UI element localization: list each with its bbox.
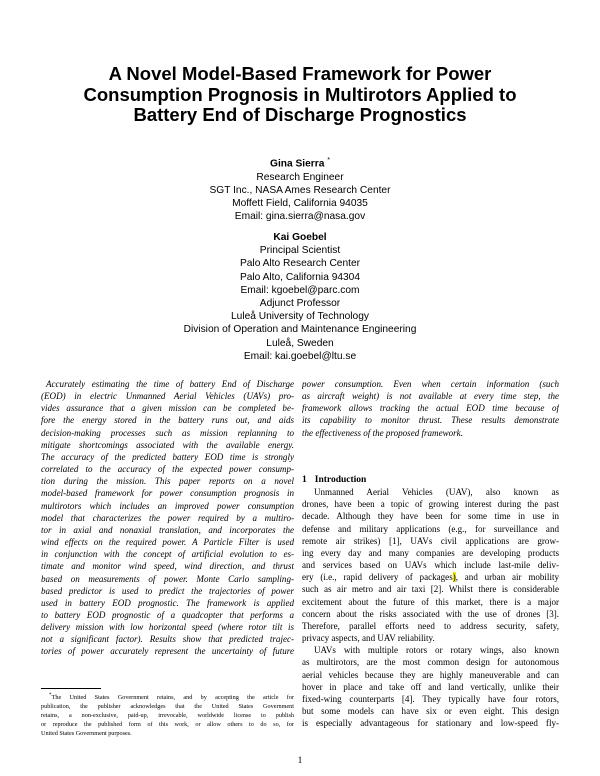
abstract-line: used in battery EOD prognostic. The framework is applied [41,597,294,608]
abstract-line: mitigate shortcomings associated with the available energy. [41,439,294,450]
author-block-sierra [60,154,540,223]
highlight-mark: ) [452,572,456,583]
paragraph-line: Unmanned Aerial Vehicles (UAV), also known as [314,487,559,498]
abstract-line: to battery EOD prognostic of a quadcopter that performs a [41,609,294,620]
abstract-line: the effectiveness of the proposed framework. [302,427,463,438]
section-title: Introduction [314,475,367,485]
abstract-line: multirotors which includes an improved power consumption [41,500,294,511]
footnote-line: *The United States Government retains, and by accepting the article for [49,692,294,702]
paragraph-line: UAVs with multiple rotors or rotary wings, also known [314,645,559,656]
abstract-line: tor in axial and nonaxial translation, and incorporates the [41,524,294,535]
abstract-line: correlated to the accuracy of the expected power consump- [41,464,294,475]
abstract-line: decision-making processes such as mission replanning to [41,427,294,438]
abstract-line: (EOD) in electric Unmanned Aerial Vehicles (UAVs) pro- [41,391,294,402]
introduction-column [302,474,559,729]
author-affiliation-line: Palo Alto Research Center [239,258,361,270]
paper-title [40,64,560,126]
abstract-line: model-based framework for power consumption prognosis in [41,488,294,499]
author-email: Email: kai.goebel@ltu.se [243,350,357,362]
footnote-marker: * [49,692,52,698]
paragraph-line: aerial vehicles because they are highly maneuverable and can [302,669,559,680]
paragraph-line: such as air metro and air taxi [2]. Whilst there is considerable [302,584,559,595]
paragraph-line: excitement about the future of this market, there is a major [302,596,559,607]
abstract-line: Accurately estimating the time of battery End of Discharge [46,379,294,389]
title-line: A Novel Model-Based Framework for Power [108,63,492,84]
abstract-line: fore the energy stored in the battery runs out, and aids [41,415,294,426]
paragraph-line: fixed-wing counterparts [4]. They typically have four rotors, [302,693,559,704]
author-email: Email: kgoebel@parc.com [240,284,360,296]
author-affiliation-line: Principal Scientist [259,245,341,257]
author-affiliation-line: Luleå University of Technology [231,311,369,323]
author-affiliation-line: Palo Alto, California 94304 [239,271,361,283]
paragraph-line: drones, have been a topic of growing interest during the past [302,499,559,510]
author-block-goebel [60,231,540,363]
paragraph-line: but some models can have six or even eight. This design [302,705,559,716]
abstract-line: The accuracy of the predicted battery EOD time is strongly [41,451,294,462]
footnote-divider [41,688,101,689]
paragraph-line: defense and military applications (e.g., for surveillance and [302,523,559,534]
abstract-line: delivery mission with low horizontal speed (where rotor tilt is [41,622,294,633]
paragraph-line: decade. Although they have been for some time in use in [302,511,559,522]
paragraph-line: privacy aspects, and UAV reliability. [302,633,435,644]
author-email: Email: gina.sierra@nasa.gov [234,211,366,223]
abstract-line: tion during the mission. This paper reports on a novel [41,476,294,487]
abstract-line: as aircraft weight) is not available at every time step, the [302,391,559,402]
abstract-line: in conjunction with the concept of artificial evolution to es- [41,549,294,560]
abstract-line: framework allows tracking the actual EOD time because of [302,403,559,414]
paragraph-line: Therefore, parallel efforts need to address security, safety, [302,620,559,631]
author-affiliation-line: Adjunct Professor [259,298,341,310]
footnote-line: United States Government purposes. [41,729,132,737]
author-name: Kai Goebel [273,232,327,243]
paragraph-line-highlighted: ery (i.e., rapid delivery of packages), and urban air mobility [302,572,559,583]
footnote-line: or reproduce the published form of this work, or allow others to do so, for [41,720,294,728]
title-line: Consumption Prognosis in Multirotors Applied to [83,83,517,105]
paragraph-line: and services based on UAVs which include last-mile deliv- [302,560,559,571]
footnote [41,691,294,739]
section-number: 1 [302,475,307,485]
abstract-line: power consumption. Even when certain information (such [302,379,559,389]
title-line: Battery End of Discharge Prognostics [133,104,467,125]
abstract-line: timate and monitor wind speed, wind direction, and thrust [41,561,294,572]
footnote-marker: * [327,157,330,164]
section-heading [302,474,559,486]
abstract-line: tories of power accurately represent the uncertainty of future [41,646,294,657]
author-affiliation-line: SGT Inc., NASA Ames Research Center [209,184,391,196]
abstract-line: not a significant factor). Results show that predicted trajec- [41,634,294,645]
abstract-line: model that characterizes the power required by a multiro- [41,512,294,523]
paragraph-line: concern about the risks associated with the use of drones [3]. [302,608,559,619]
abstract-line: wind effects on the required power. A Particle Filter is used [41,537,294,548]
paragraph-line: remote air strikes) [1], UAVs civil applications are grow- [302,535,559,546]
paragraph-line: ing every day and many companies are developing products [302,547,559,558]
footnote-line: publication, the publisher acknowledges that the United States Government [41,702,294,710]
abstract-left-column [41,378,294,658]
abstract-line: based predictor is used to predict the trajectories of power [41,585,294,596]
abstract-right-column [302,378,559,439]
abstract-line: its capability to monitor thrust. These results demonstrate [302,415,559,426]
page-number: 1 [297,756,303,766]
paragraph-line: as multirotors, are the most common design for autonomous [302,657,559,668]
author-affiliation-line: Research Engineer [256,171,344,183]
paragraph-line: hover in place and take off and land vertically, unlike their [302,681,559,692]
author-affiliation-line: Moffett Field, California 94035 [232,198,368,209]
abstract-line: vides assurance that a given mission can be completed be- [41,403,294,414]
author-affiliation-line: Division of Operation and Maintenance Engineering [183,324,417,336]
footnote-line: retains, a non-exclusive, paid-up, irrevocable, worldwide license to publish [41,711,294,719]
author-name: Gina Sierra * [270,157,330,170]
author-affiliation-line: Luleå, Sweden [266,337,334,349]
paragraph-line: is especially advantageous for stationary and low-speed fly- [302,718,559,729]
abstract-line: based on measurements of power. Monte Carlo sampling- [41,573,294,584]
